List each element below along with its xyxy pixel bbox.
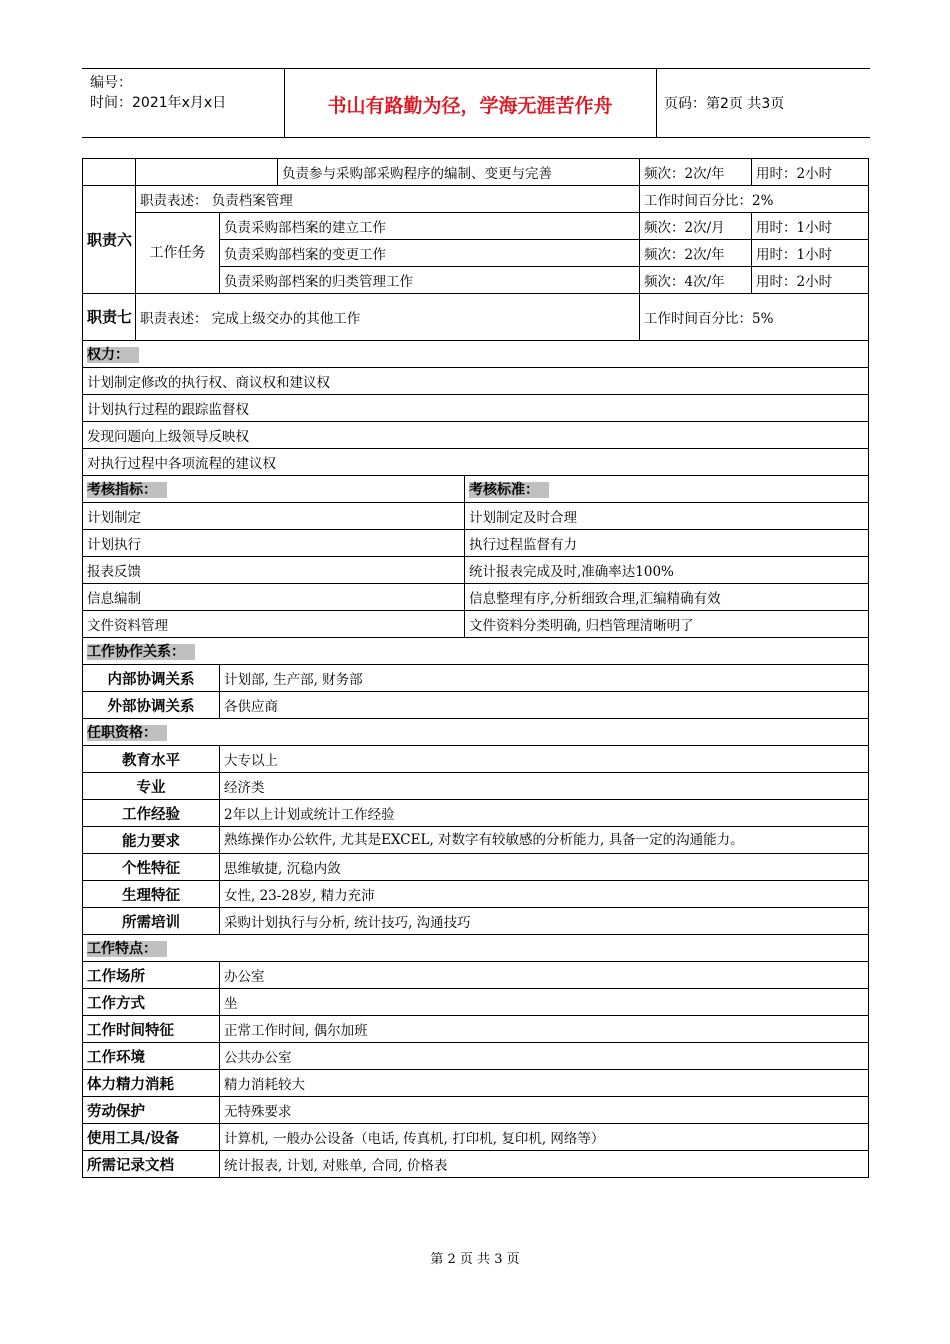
- feature-value: 统计报表, 计划, 对账单, 合同, 价格表: [220, 1151, 869, 1178]
- qualification-value: 熟练操作办公软件, 尤其是EXCEL, 对数字有较敏感的分析能力, 具备一定的沟通能力。: [220, 827, 869, 854]
- qualification-value: 2年以上计划或统计工作经验: [220, 800, 869, 827]
- feature-value: 计算机, 一般办公设备（电话, 传真机, 打印机, 复印机, 网络等）: [220, 1124, 869, 1151]
- qualification-label: 个性特征: [83, 854, 220, 881]
- header-motto: 书山有路勤为径，学海无涯苦作舟: [327, 95, 613, 117]
- feature-value: 精力消耗较大: [220, 1070, 869, 1097]
- assessment-standard: 文件资料分类明确, 归档管理清晰明了: [465, 611, 869, 638]
- task-time: 用时：2小时: [752, 267, 869, 294]
- qualification-value: 女性, 23-28岁, 精力充沛: [220, 881, 869, 908]
- duty-label-cell: [83, 159, 136, 186]
- assessment-indicator: 报表反馈: [83, 557, 465, 584]
- qualification-value: 思维敏捷, 沉稳内敛: [220, 854, 869, 881]
- duty-six-description: 职责表述： 负责档案管理: [136, 186, 640, 213]
- powers-heading: 权力：: [83, 341, 869, 368]
- power-item: 计划制定修改的执行权、商议权和建议权: [83, 368, 869, 395]
- qualification-label: 专业: [83, 773, 220, 800]
- power-item: 发现问题向上级领导反映权: [83, 422, 869, 449]
- duty-task-row: [83, 213, 869, 240]
- document-time: 时间：2021年x月x日: [90, 95, 227, 111]
- feature-value: 坐: [220, 989, 869, 1016]
- cooperation-label: 内部协调关系: [83, 665, 220, 692]
- power-item: 计划执行过程的跟踪监督权: [83, 395, 869, 422]
- assessment-standard: 计划制定及时合理: [465, 503, 869, 530]
- task-time: 用时：1小时: [752, 213, 869, 240]
- header-page-info: 页码：第2页 共3页: [664, 96, 785, 112]
- feature-label: 劳动保护: [83, 1097, 220, 1124]
- duty-seven-description: 职责表述： 完成上级交办的其他工作: [136, 294, 640, 341]
- qualification-heading: 任职资格：: [83, 719, 869, 746]
- feature-label: 所需记录文档: [83, 1151, 220, 1178]
- feature-label: 使用工具/设备: [83, 1124, 220, 1151]
- cooperation-value: 各供应商: [220, 692, 869, 719]
- assessment-standard: 信息整理有序,分析细致合理,汇编精确有效: [465, 584, 869, 611]
- feature-label: 工作环境: [83, 1043, 220, 1070]
- duty-desc-row: [83, 294, 869, 341]
- job-description-table: [82, 158, 869, 1178]
- task-text: 负责采购部档案的建立工作: [220, 213, 640, 240]
- power-item: 对执行过程中各项流程的建议权: [83, 449, 869, 476]
- task-frequency: 频次：2次/年: [640, 159, 752, 186]
- task-frequency: 频次：4次/年: [640, 267, 752, 294]
- duty-six-percent: 工作时间百分比：2%: [640, 186, 869, 213]
- task-frequency: 频次：2次/月: [640, 213, 752, 240]
- cooperation-heading: 工作协作关系：: [83, 638, 869, 665]
- qualification-label: 工作经验: [83, 800, 220, 827]
- task-label-cell: [136, 159, 278, 186]
- cooperation-label: 外部协调关系: [83, 692, 220, 719]
- task-text: 负责采购部档案的变更工作: [220, 240, 640, 267]
- qualification-value: 经济类: [220, 773, 869, 800]
- assessment-indicator: 文件资料管理: [83, 611, 465, 638]
- qualification-label: 生理特征: [83, 881, 220, 908]
- task-time: 用时：2小时: [752, 159, 869, 186]
- feature-value: 无特殊要求: [220, 1097, 869, 1124]
- features-heading: 工作特点：: [83, 935, 869, 962]
- qualification-value: 大专以上: [220, 746, 869, 773]
- feature-label: 工作场所: [83, 962, 220, 989]
- duty-seven-percent: 工作时间百分比：5%: [640, 294, 869, 341]
- duty-six-label: 职责六: [83, 186, 136, 294]
- qualification-value: 采购计划执行与分析, 统计技巧, 沟通技巧: [220, 908, 869, 935]
- feature-label: 工作时间特征: [83, 1016, 220, 1043]
- header-divider: [656, 69, 657, 137]
- duty-desc-row: [83, 186, 869, 213]
- qualification-label: 能力要求: [83, 827, 220, 854]
- page-footer: 第 2 页 共 3 页: [430, 1252, 520, 1267]
- feature-label: 体力精力消耗: [83, 1070, 220, 1097]
- assessment-indicator: 计划执行: [83, 530, 465, 557]
- cooperation-value: 计划部, 生产部, 财务部: [220, 665, 869, 692]
- feature-value: 公共办公室: [220, 1043, 869, 1070]
- assessment-indicator: 计划制定: [83, 503, 465, 530]
- task-time: 用时：1小时: [752, 240, 869, 267]
- assessment-standard: 统计报表完成及时,准确率达100%: [465, 557, 869, 584]
- assessment-standard-heading: 考核标准：: [465, 476, 869, 503]
- assessment-indicator: 信息编制: [83, 584, 465, 611]
- header-meta: [90, 73, 226, 113]
- feature-value: 正常工作时间, 偶尔加班: [220, 1016, 869, 1043]
- feature-label: 工作方式: [83, 989, 220, 1016]
- qualification-label: 教育水平: [83, 746, 220, 773]
- task-text: 负责参与采购部采购程序的编制、变更与完善: [278, 159, 640, 186]
- assessment-standard: 执行过程监督有力: [465, 530, 869, 557]
- task-frequency: 频次：2次/年: [640, 240, 752, 267]
- assessment-indicator-heading: 考核指标：: [83, 476, 465, 503]
- document-number-label: 编号：: [90, 75, 132, 91]
- work-task-label: 工作任务: [136, 213, 220, 294]
- duty-seven-label: 职责七: [83, 294, 136, 341]
- page-header: [82, 68, 870, 138]
- task-text: 负责采购部档案的归类管理工作: [220, 267, 640, 294]
- qualification-label: 所需培训: [83, 908, 220, 935]
- duty-task-row: [83, 159, 869, 186]
- feature-value: 办公室: [220, 962, 869, 989]
